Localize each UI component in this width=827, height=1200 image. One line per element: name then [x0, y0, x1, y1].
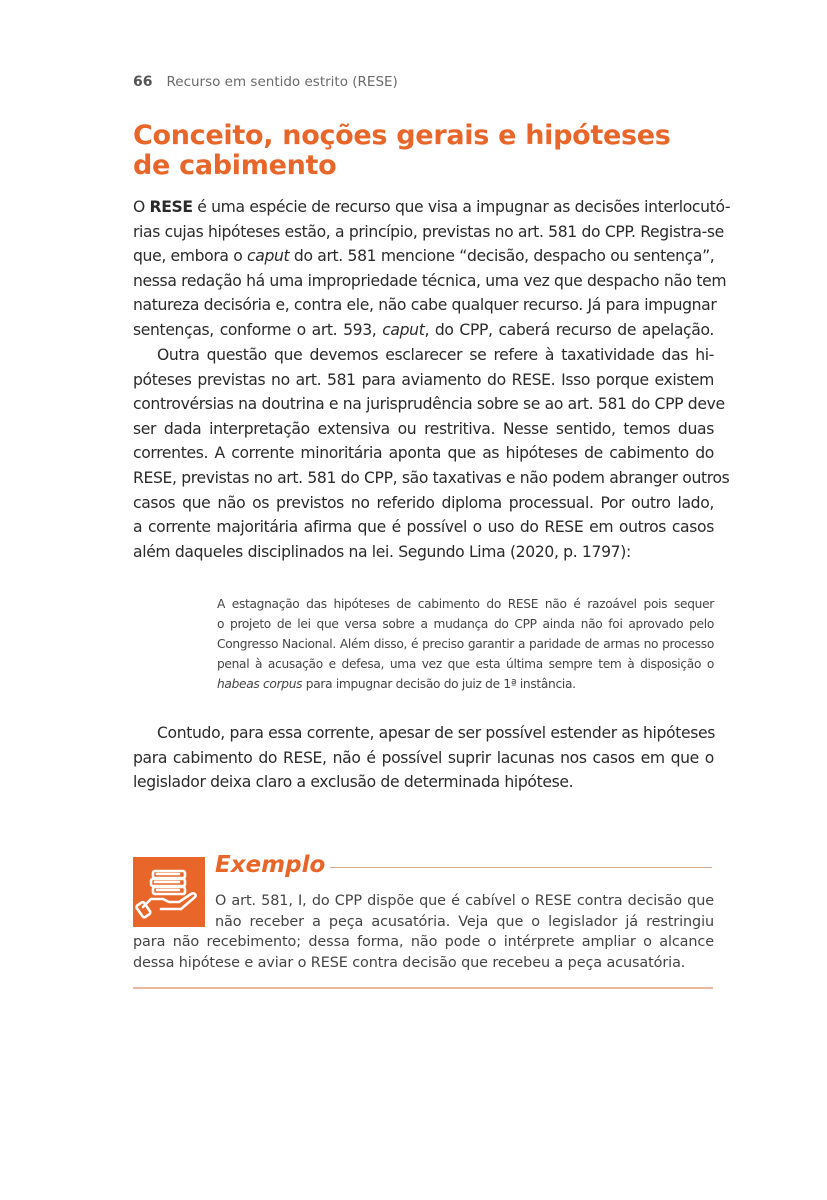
text-line: além daqueles disciplinados na lei. Segundo Lima (2020, p. 1797):	[133, 542, 631, 561]
example-divider	[330, 867, 712, 868]
quote-line: A estagnação das hipóteses de cabimento do RESE não é razoável pois sequer	[217, 597, 714, 611]
example-line: para não recebimento; dessa forma, não pode o intérprete ampliar o alcance	[133, 934, 714, 950]
text-line: controvérsias na doutrina e na jurisprudência sobre se ao art. 581 do CPP deve	[133, 395, 725, 414]
text-line: a corrente majoritária afirma que é possível o uso do RESE em outros casos	[133, 518, 714, 537]
paragraph-3	[133, 721, 714, 795]
example-bottom-divider	[133, 987, 713, 989]
quote-line: Congresso Nacional. Além disso, é preciso garantir a paridade de armas no processo	[217, 637, 714, 651]
quote-line: o projeto de lei que versa sobre a mudança do CPP ainda não foi aprovado pelo	[217, 617, 714, 631]
text-line	[133, 244, 714, 269]
text-segment: para impugnar decisão do juiz de 1ª instância.	[302, 677, 576, 691]
text-segment: , do CPP, caberá recurso de apelação.	[424, 320, 715, 339]
italic-term: habeas corpus	[217, 677, 303, 691]
text-segment: é uma espécie de recurso que visa a impugnar as decisões interlocutó-	[192, 198, 731, 216]
text-segment: do art. 581 mencione “decisão, despacho ou sentença”,	[289, 247, 715, 266]
text-segment: que, embora o	[133, 247, 248, 266]
section-title	[133, 121, 671, 181]
running-header	[133, 74, 398, 90]
example-line: dessa hipótese e aviar o RESE contra decisão que recebeu a peça acusatória.	[133, 954, 686, 971]
paragraph-1	[133, 195, 731, 343]
text-segment: sentenças, conforme o art. 593,	[133, 320, 383, 339]
text-line: póteses previstas no art. 581 para aviamento do RESE. Isso porque existem	[133, 370, 714, 389]
text-line: natureza decisória e, contra ele, não cabe qualquer recurso. Já para impugnar	[133, 296, 717, 315]
text-line: casos que não os previstos no referido diploma processual. Por outro lado,	[133, 493, 714, 512]
bold-term: RESE	[149, 198, 193, 216]
text-line	[133, 318, 714, 343]
text-line: rias cujas hipóteses estão, a princípio, previstas no art. 581 do CPP. Registra-se	[133, 222, 724, 241]
example-line: não receber a peça acusatória. Veja que o legislador já restringiu	[215, 913, 714, 930]
text-line: para cabimento do RESE, não é possível suprir lacunas nos casos em que o	[133, 748, 714, 767]
text-line: nessa redação há uma impropriedade técnica, uma vez que despacho não tem	[133, 271, 727, 290]
block-quote	[217, 594, 714, 694]
example-title: Exemplo	[215, 852, 326, 878]
text-line: RESE, previstas no art. 581 do CPP, são taxativas e não podem abranger outros	[133, 468, 730, 487]
text-segment: O	[133, 198, 150, 216]
paragraph-2	[133, 343, 730, 564]
section-title-line: Conceito, noções gerais e hipóteses	[133, 120, 671, 151]
quote-line: penal à acusação e defesa, uma vez que esta última sempre tem à disposição o	[217, 657, 714, 671]
text-line	[133, 195, 731, 220]
text-line: correntes. A corrente minoritária aponta que as hipóteses de cabimento do	[133, 444, 714, 463]
text-line: legislador deixa claro a exclusão de determinada hipótese.	[133, 773, 574, 792]
page-number: 66	[133, 74, 153, 90]
example-text	[133, 891, 714, 973]
example-line: O art. 581, I, do CPP dispõe que é cabível o RESE contra decisão que	[215, 893, 714, 909]
text-line: Outra questão que devemos esclarecer se refere à taxatividade das hi-	[157, 346, 714, 364]
section-title-line: de cabimento	[133, 150, 337, 181]
italic-term: caput	[382, 320, 425, 339]
quote-line	[217, 674, 714, 694]
running-title: Recurso em sentido estrito (RESE)	[166, 74, 398, 90]
italic-term: caput	[247, 247, 290, 266]
text-line: ser dada interpretação extensiva ou restritiva. Nesse sentido, temos duas	[133, 419, 714, 438]
text-line: Contudo, para essa corrente, apesar de ser possível estender as hipóteses	[157, 724, 716, 742]
